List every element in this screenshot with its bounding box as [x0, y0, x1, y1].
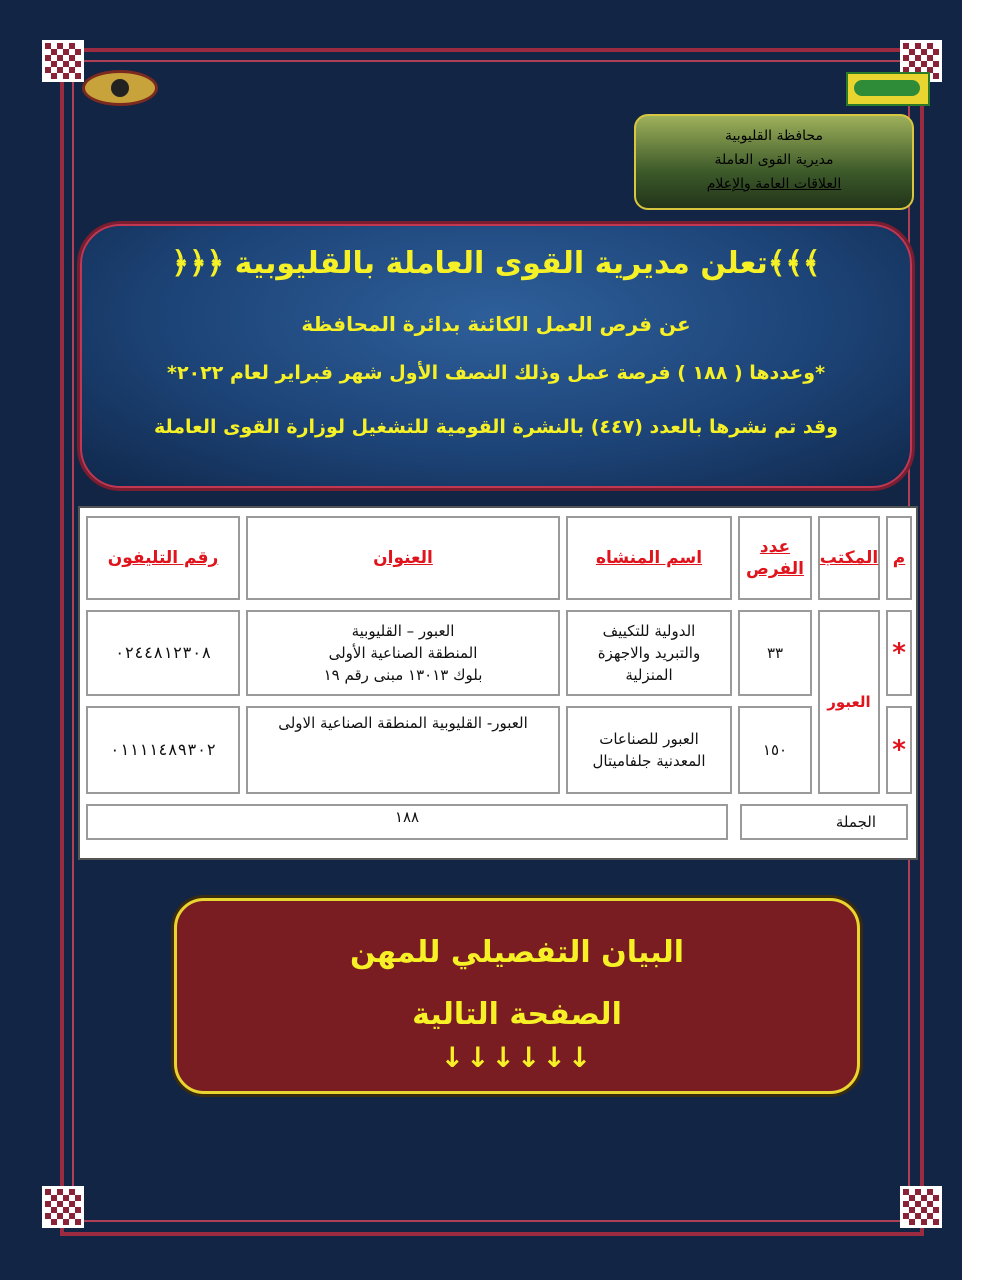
row-address-line2: المنطقة الصناعية الأولى — [328, 644, 478, 662]
header-num: م — [886, 516, 912, 600]
governorate-emblem-logo — [82, 70, 158, 106]
org-directorate: مديرية القوى العاملة — [714, 152, 834, 168]
header-company: اسم المنشاه — [566, 516, 732, 600]
announcement-title: ﴾﴾﴾تعلن مديرية القوى العاملة بالقليوبية ﴿﴿﴿ — [171, 246, 821, 281]
announcement-publication: وقد تم نشرها بالعدد (٤٤٧) بالنشرة القومية للتشغيل لوزارة القوى العاملة — [153, 416, 839, 438]
directorate-logo — [846, 72, 930, 106]
detail-box — [174, 898, 860, 1094]
header-address: العنوان — [246, 516, 560, 600]
row-company: الدولية للتكييف والتبريد والاجهزة المنزلية — [566, 610, 732, 696]
organization-box — [634, 114, 914, 210]
corner-ornament-bottom-right — [900, 1186, 942, 1228]
org-department: العلاقات العامة والإعلام — [706, 176, 842, 192]
header-phone: رقم التليفون — [86, 516, 240, 600]
detail-title: البيان التفصيلي للمهن — [349, 935, 684, 970]
row-address-line3: بلوك ١٣٠١٣ مبنى رقم ١٩ — [323, 666, 483, 684]
row-count: ٣٣ — [738, 610, 812, 696]
announcement-box — [80, 224, 912, 488]
announcement-count: *وعددها ( ١٨٨ ) فرصة عمل وذلك النصف الأول شهر فبراير لعام ٢٠٢٢* — [167, 362, 825, 384]
row-address-line1: العبور- القليوبية المنطقة الصناعية الاولى — [278, 714, 528, 732]
corner-ornament-bottom-left — [42, 1186, 84, 1228]
row-address-line1: العبور – القليوبية — [351, 622, 455, 640]
row-count: ١٥٠ — [738, 706, 812, 794]
row-address — [246, 706, 560, 794]
total-label: الجملة — [740, 804, 908, 840]
row-phone: ٠٢٤٤٨١٢٣٠٨ — [86, 610, 240, 696]
row-marker: * — [886, 706, 912, 794]
header-count: عدد الفرص — [738, 516, 812, 600]
announcement-subtitle: عن فرص العمل الكائنة بدائرة المحافظة — [301, 312, 691, 336]
row-address — [246, 610, 560, 696]
corner-ornament-top-left — [42, 40, 84, 82]
down-arrows-icon: ↓↓↓↓↓↓ — [440, 1041, 594, 1074]
org-governorate: محافظة القليوبية — [725, 128, 823, 144]
header-office: المكتب — [818, 516, 880, 600]
office-cell: العبور — [818, 610, 880, 794]
row-phone: ٠١١١١٤٨٩٣٠٢ — [86, 706, 240, 794]
detail-next-page: الصفحة التالية — [412, 997, 622, 1032]
row-company: العبور للصناعات المعدنية جلفاميتال — [566, 706, 732, 794]
total-value: ١٨٨ — [86, 804, 728, 840]
row-marker: * — [886, 610, 912, 696]
